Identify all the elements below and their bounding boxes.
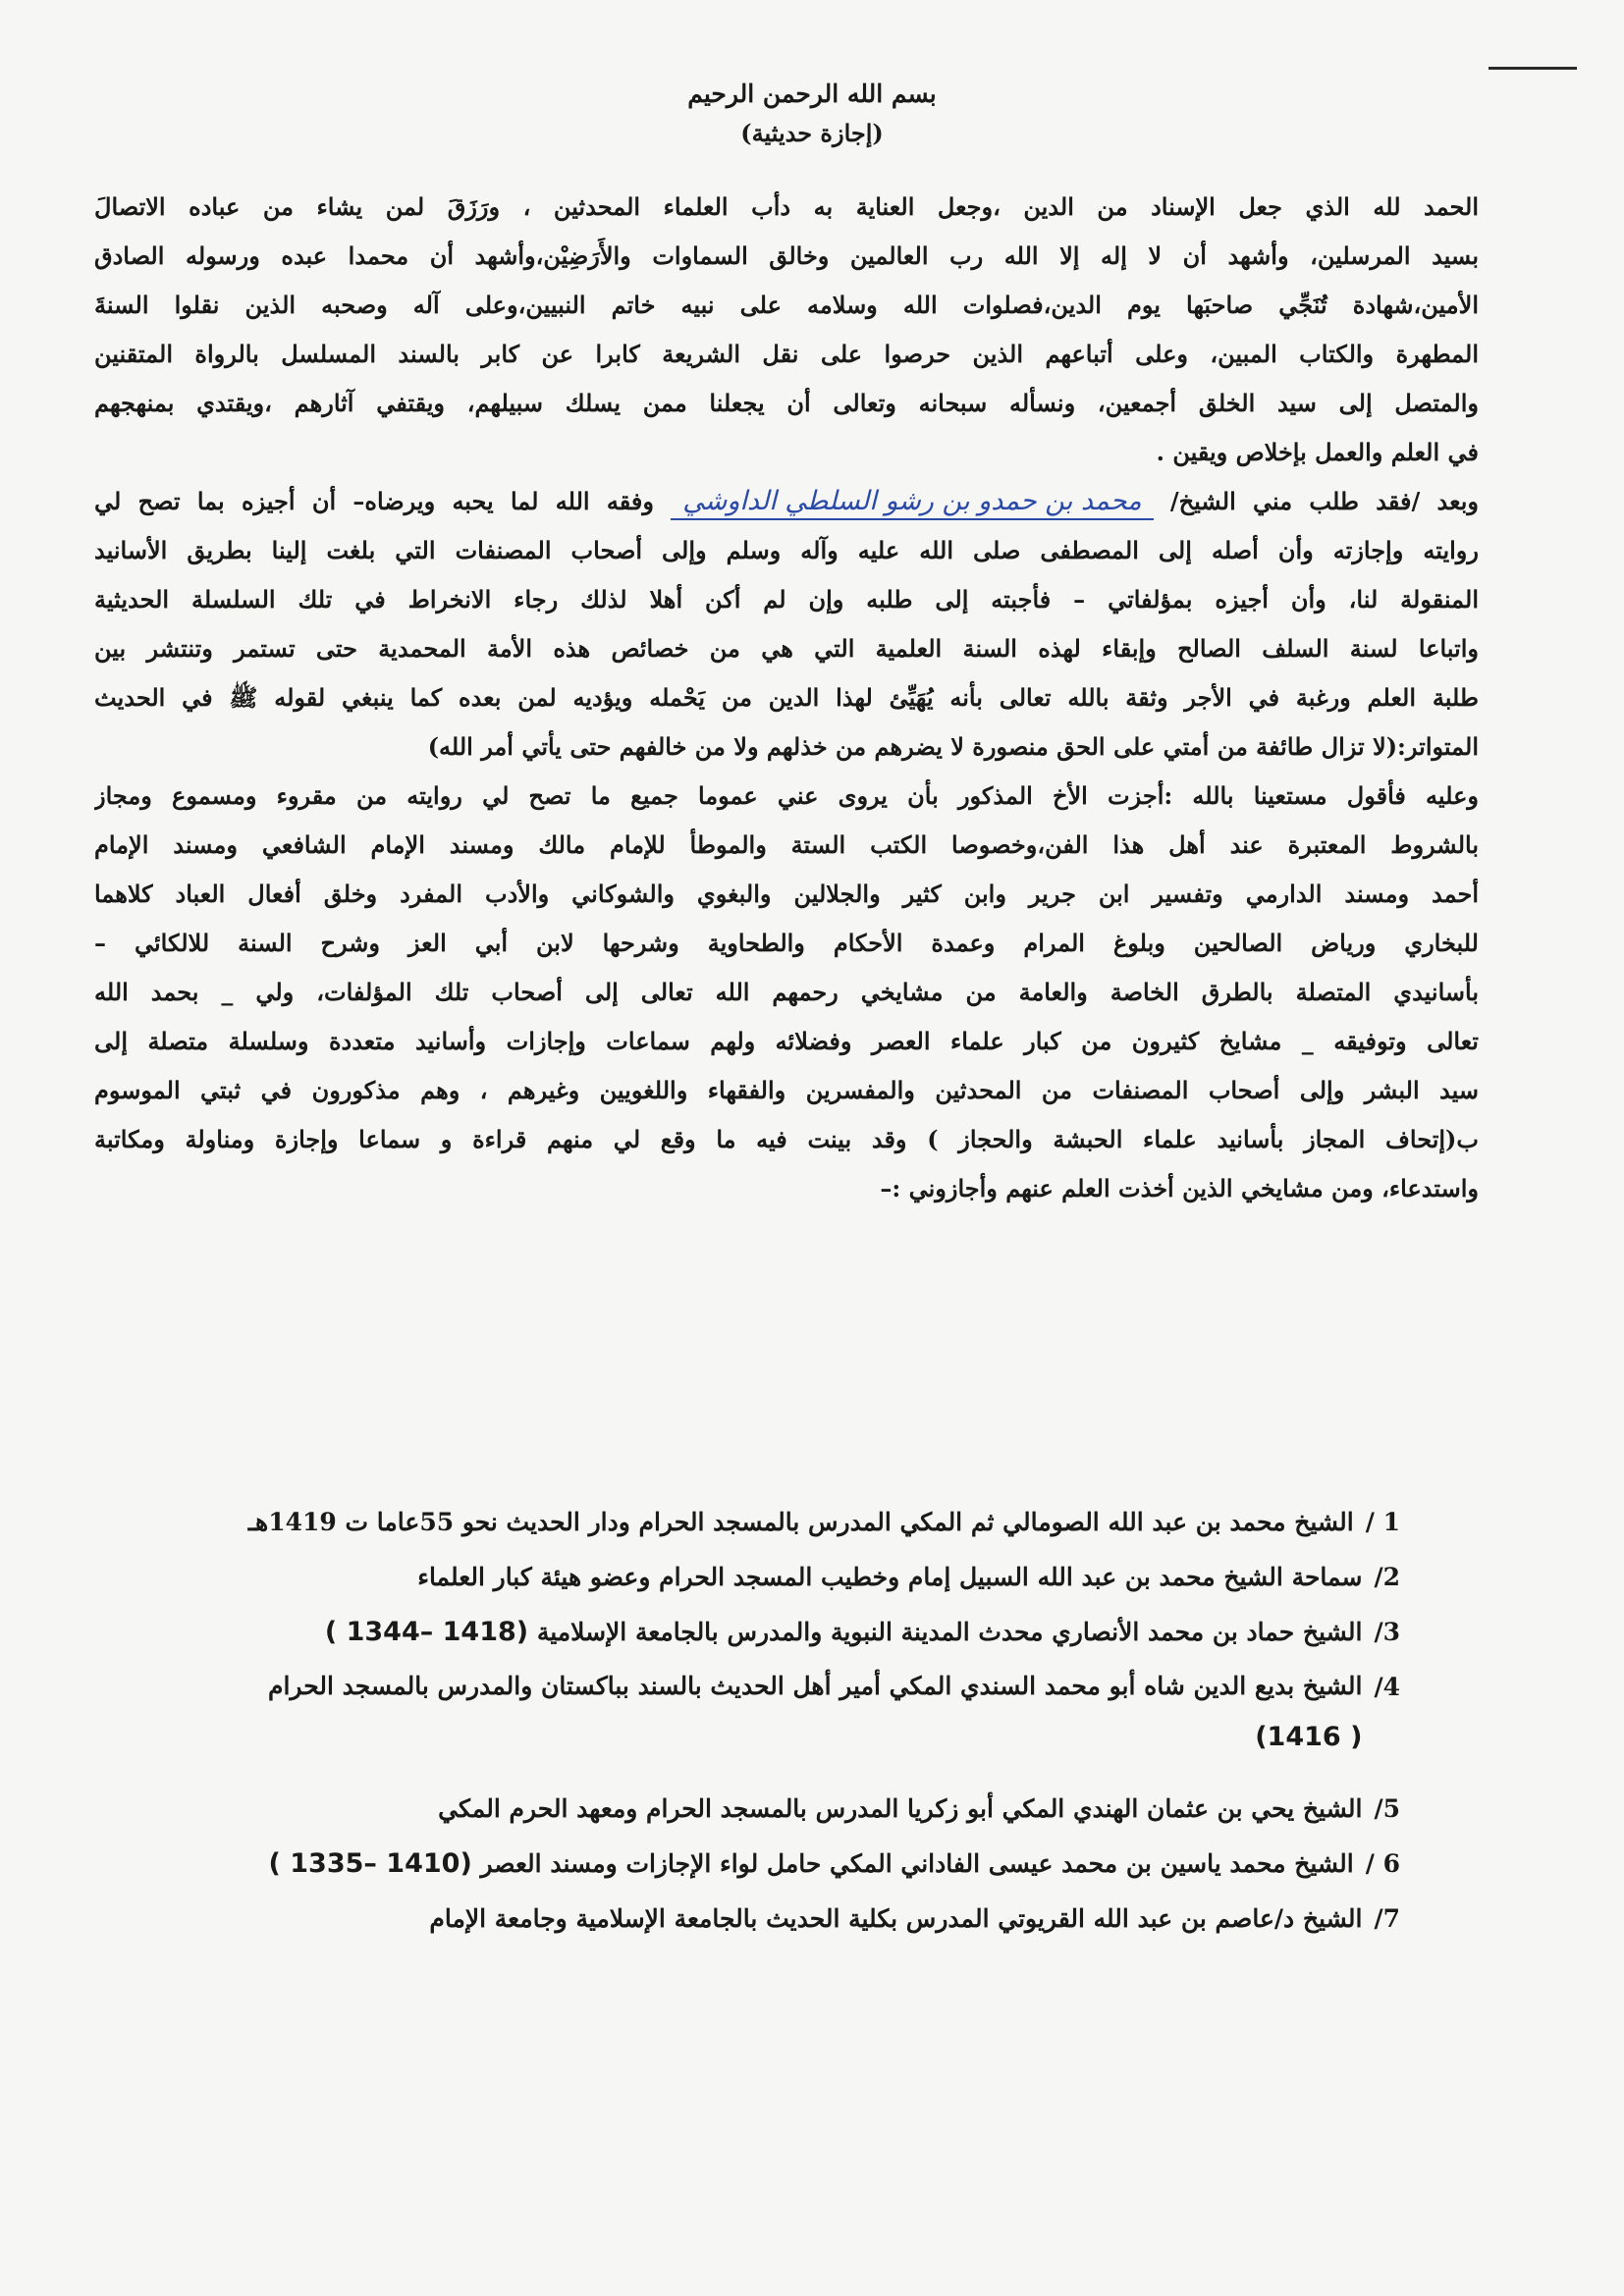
handwritten-student-name: محمد بن حمدو بن رشو السلطي الداوشي: [671, 485, 1153, 520]
teacher-item: [94, 1838, 1400, 1893]
request-line-start: وبعد /فقد طلب مني الشيخ/: [1169, 487, 1479, 515]
teacher-text-body: الشيخ حماد بن محمد الأنصاري محدث المدينة النبوية والمدرس بالجامعة الإسلامية: [528, 1618, 1363, 1646]
text-line: واستدعاء، ومن مشايخي الذين أخذت العلم عنهم وأجازوني :–: [880, 1174, 1479, 1202]
teacher-text: سماحة الشيخ محمد بن عبد الله السبيل إمام وخطيب المسجد الحرام وعضو هيئة كبار العلماء: [417, 1563, 1363, 1591]
text-line: للبخاري ورياض الصالحين وبلوغ المرام وعمدة الأحكام والطحاوية وشرحها لابن أبي العز وشرح السنة للالكائي –: [94, 929, 1479, 957]
teachers-list: [94, 1496, 1400, 1948]
list-gap: [94, 1763, 1400, 1783]
text-line: ب(إتحاف المجاز بأسانيد علماء الحبشة والحجاز ) وقد بينت فيه ما وقع لي منهم قراءة و سماعا وإجازة ومناولة ومكاتبة: [94, 1125, 1479, 1153]
document-header: [0, 75, 1624, 153]
text-line: بأسانيدي المتصلة بالطرق الخاصة والعامة من مشايخي رحمهم الله تعالى إلى أصحاب تلك المؤلفات، ولي _ بحمد الله: [94, 978, 1479, 1006]
teacher-item: [94, 1606, 1400, 1661]
scan-edge-mark: [1489, 67, 1577, 70]
teacher-number: 4/: [1374, 1673, 1400, 1701]
teacher-number: 3/: [1374, 1618, 1400, 1646]
text-line: في العلم والعمل بإخلاص ويقين .: [1156, 438, 1479, 466]
teacher-text-body: الشيخ بديع الدين شاه أبو محمد السندي المكي أمير أهل الحديث بالسند بباكستان والمدرس بالمسجد الحرام: [267, 1672, 1363, 1700]
teacher-number: 5/: [1374, 1794, 1400, 1823]
text-line: واتباعا لسنة السلف الصالح وإبقاء لهذه السنة العلمية التي هي من خصائص هذه الأمة المحمدية حتى تستمر وتنتشر بين: [94, 634, 1479, 663]
teacher-item: [94, 1496, 1400, 1551]
teacher-text: [94, 1606, 1362, 1661]
teacher-item: [94, 1551, 1400, 1606]
basmala: بسم الله الرحمن الرحيم: [687, 80, 937, 108]
text-line: سيد البشر وإلى أصحاب المصنفات من المحدثين والمفسرين والفقهاء واللغويين وغيرهم ، وهم مذكورون في ثبتي الموسوم: [94, 1076, 1479, 1104]
request-line: [94, 477, 1479, 526]
ijazah-body: [94, 183, 1479, 1213]
teacher-dates: (1416 ): [1255, 1722, 1363, 1752]
request-line-end: وفقه الله لما يحبه ويرضاه– أن أجيزه بما تصح لي: [94, 487, 654, 515]
text-line: الأمين،شهادة تُنَجِّي صاحبَها يوم الدين،فصلوات الله وسلامه على نبيه خاتم النبيين،وعلى آله وصحبه الذين نقلوا السنةَ: [94, 291, 1479, 319]
text-line: المطهرة والكتاب المبين، وعلى أتباعهم الذين حرصوا على نقل الشريعة كابرا عن كابر بالسند المسلسل بالرواة المتقنين: [94, 340, 1479, 368]
teacher-number: 2/: [1374, 1563, 1400, 1591]
teacher-text: الشيخ محمد بن عبد الله الصومالي ثم المكي المدرس بالمسجد الحرام ودار الحديث نحو 55عاما ت 1419هـ: [247, 1508, 1354, 1536]
teacher-text: [94, 1661, 1362, 1763]
text-line: الحمد لله الذي جعل الإسناد من الدين ،وجعل العناية به دأب العلماء المحدثين ، ورَزَقَ لمن يشاء من عباده الاتصالَ: [94, 192, 1479, 221]
teacher-text: الشيخ د/عاصم بن عبد الله القريوتي المدرس بكلية الحديث بالجامعة الإسلامية وجامعة الإمام: [429, 1904, 1363, 1933]
teacher-text: الشيخ يحي بن عثمان الهندي المكي أبو زكريا المدرس بالمسجد الحرام ومعهد الحرم المكي: [438, 1794, 1363, 1823]
text-line: طلبة العلم ورغبة في الأجر وثقة بالله تعالى بأنه يُهَيِّئ لهذا الدين من يَحْمله ويؤديه لمن بعده كما ينبغي لقوله ﷺ في الحديث: [94, 683, 1479, 712]
teacher-dates: ( 1344– 1418): [324, 1617, 529, 1647]
teacher-item: [94, 1783, 1400, 1838]
teacher-text-body: الشيخ محمد ياسين بن محمد عيسى الفاداني المكي حامل لواء الإجازات ومسند العصر: [480, 1849, 1354, 1878]
text-line: المنقولة لنا، وأن أجيزه بمؤلفاتي – فأجبته إلى طلبه وإن لم أكن أهلا لذلك رجاء الانخراط في تلك السلسلة الحديثية: [94, 585, 1479, 614]
text-line: روايته وإجازته وأن أصله إلى المصطفى صلى الله عليه وآله وسلم وإلى أصحاب المصنفات التي بلغت إلينا بطريق الأسانيد: [94, 536, 1479, 564]
teacher-number: 7/: [1374, 1904, 1400, 1933]
text-line: وعليه فأقول مستعينا بالله :أجزت الأخ المذكور بأن يروى عني عموما جميع ما تصح لي روايته من مقروء ومسموع ومجاز: [94, 781, 1479, 810]
text-line: والمتصل إلى سيد الخلق أجمعين، ونسأله سبحانه وتعالى أن يجعلنا ممن يسلك سبيلهم، ويقتفي آثارهم ،ويقتدي بمنهجهم: [94, 389, 1479, 417]
text-line: المتواتر:(لا تزال طائفة من أمتي على الحق منصورة لا يضرهم من خذلهم ولا من خالفهم حتى يأتي أمر الله): [427, 732, 1479, 761]
teacher-text: [94, 1838, 1354, 1893]
teacher-number: 6 /: [1365, 1849, 1400, 1878]
teacher-dates: ( 1335– 1410): [268, 1848, 472, 1879]
teacher-number: 1 /: [1365, 1508, 1400, 1536]
text-line: بالشروط المعتبرة عند أهل هذا الفن،وخصوصا الكتب الستة والموطأ للإمام مالك ومسند الإمام الشافعي ومسند الإمام: [94, 830, 1479, 859]
document-subtitle: (إجازة حديثية): [740, 119, 884, 147]
text-line: بسيد المرسلين، وأشهد أن لا إله إلا الله رب العالمين وخالق السماوات والأَرَضِيْن،وأشهد أن محمدا عبده ورسوله الصادق: [94, 241, 1479, 270]
teacher-item: [94, 1661, 1400, 1763]
teacher-item: [94, 1893, 1400, 1948]
text-line: أحمد ومسند الدارمي وتفسير ابن جرير وابن كثير والجلالين والبغوي والشوكاني والأدب المفرد وخلق أفعال العباد كلاهما: [94, 880, 1479, 908]
text-line: تعالى وتوفيقه _ مشايخ كثيرون من كبار علماء العصر وفضلائه ولهم سماعات وإجازات وأسانيد متعددة وسلسلة متصلة إلى: [94, 1027, 1479, 1055]
